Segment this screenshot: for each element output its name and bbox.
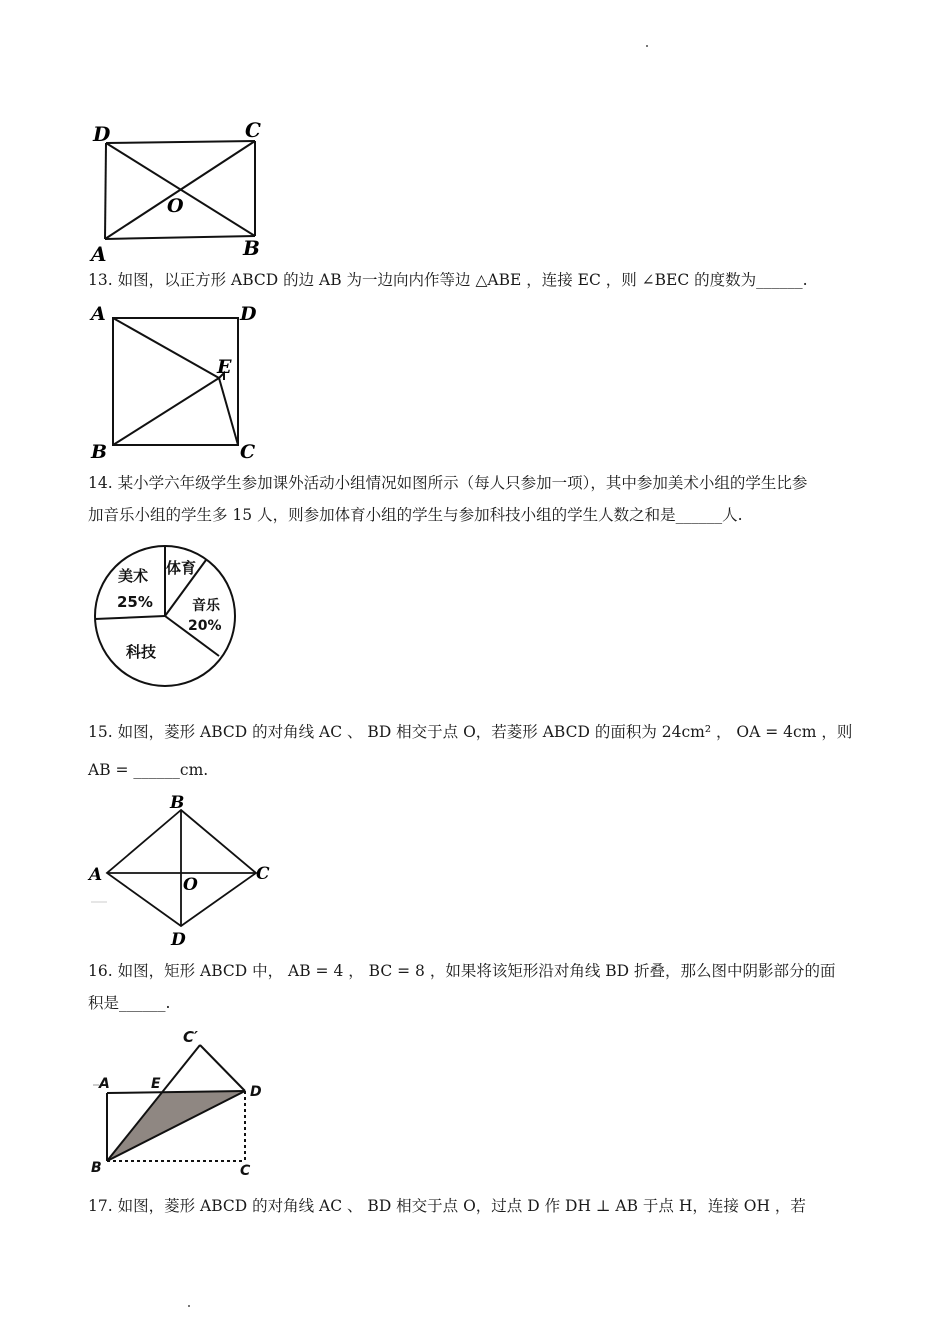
figure-square-triangle xyxy=(85,298,265,463)
question-14 xyxy=(88,467,878,531)
pie-slice-label: 美术 xyxy=(118,567,149,585)
pie-divider-left xyxy=(95,616,165,619)
vertex-label: D xyxy=(240,303,257,325)
vertex-label: A xyxy=(89,865,103,885)
question-16-line2: 积是______. xyxy=(88,994,171,1012)
vertex-label: C xyxy=(240,441,256,463)
vertex-label: C xyxy=(240,1163,251,1179)
question-13 xyxy=(88,264,878,296)
pie-slice-label: 科技 xyxy=(126,643,157,661)
figure-rhombus xyxy=(85,790,285,950)
vertex-label: D xyxy=(93,122,111,146)
vertex-label: E xyxy=(151,1076,161,1092)
question-14-line1: 14. 某小学六年级学生参加课外活动小组情况如图所示（每人只参加一项），其中参加美术小组的学生比参 xyxy=(88,474,808,492)
question-15-line2: AB = ______cm. xyxy=(88,761,209,779)
vertex-label: A xyxy=(91,242,107,265)
vertex-label: B xyxy=(243,236,260,260)
question-16-line1: 16. 如图，矩形 ABCD 中， AB = 4 ， BC = 8 ，如果将该矩形沿对角线 BD 折叠，那么图中阴影部分的面 xyxy=(88,962,836,980)
pie-slice-label: 体育 xyxy=(166,559,197,577)
vertex-label: B xyxy=(91,1160,102,1176)
vertex-label: E xyxy=(217,356,232,378)
vertex-label: A xyxy=(91,303,106,325)
vertex-label: C′ xyxy=(183,1028,198,1046)
scan-dot xyxy=(646,45,648,47)
pie-slice-value: 25% xyxy=(117,593,153,611)
vertex-label: C xyxy=(245,118,261,142)
vertex-label: D xyxy=(171,930,186,950)
question-14-line2: 加音乐小组的学生多 15 人，则参加体育小组的学生与参加科技小组的学生人数之和是______人. xyxy=(88,506,743,524)
question-17 xyxy=(88,1190,878,1222)
center-label: O xyxy=(167,195,184,217)
question-17-line1: 17. 如图，菱形 ABCD 的对角线 AC 、 BD 相交于点 O，过点 D 作 DH ⊥ AB 于点 H，连接 OH ，若 xyxy=(88,1197,806,1215)
pie-slice-label: 音乐 xyxy=(192,598,220,614)
figure-rectangle-diagonals xyxy=(85,115,285,265)
vertex-label: B xyxy=(91,441,108,463)
vertex-label: D xyxy=(250,1084,262,1100)
vertex-label: A xyxy=(99,1076,110,1092)
center-label: O xyxy=(183,875,198,895)
question-16 xyxy=(88,955,878,1019)
scan-dot xyxy=(188,1305,190,1307)
vertex-label: C xyxy=(256,864,270,884)
question-15 xyxy=(88,713,878,789)
pie-slice-value: 20% xyxy=(188,618,222,634)
question-13-text: 13. 如图，以正方形 ABCD 的边 AB 为一边向内作等边 △ABE ，连接 EC ，则 ∠BEC 的度数为______. xyxy=(88,271,808,289)
pie-chart xyxy=(88,540,248,690)
vertex-label: B xyxy=(170,793,185,813)
figure-folded-rectangle xyxy=(85,1025,285,1185)
question-15-line1: 15. 如图，菱形 ABCD 的对角线 AC 、 BD 相交于点 O，若菱形 ABCD 的面积为 24cm² ， OA = 4cm ，则 xyxy=(88,723,853,741)
